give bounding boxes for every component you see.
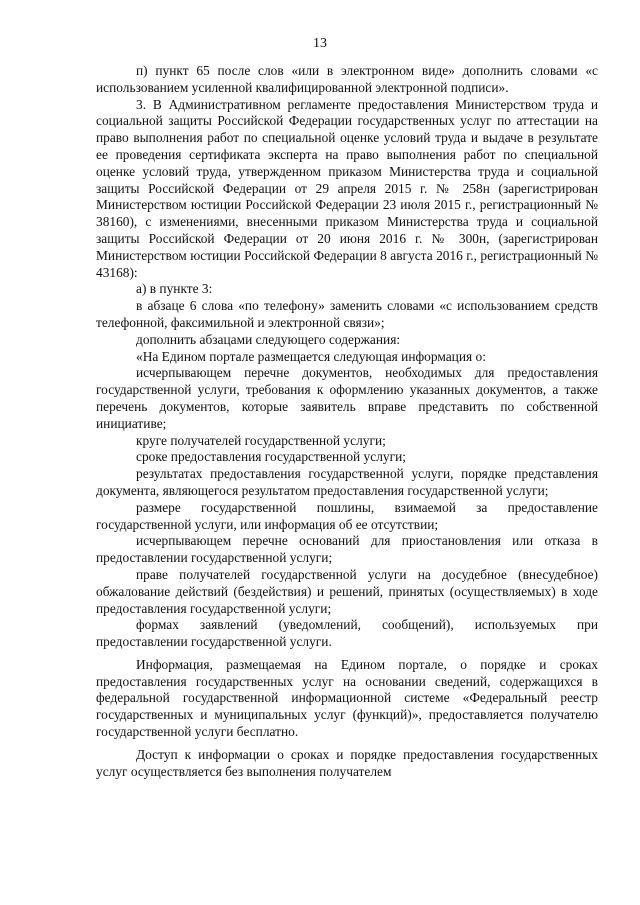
paragraph-recipients: круге получателей государственной услуги; — [136, 432, 386, 448]
paragraph-appeal-rights: праве получателей государственной услуги на досудебное (внесудебное) обжалование действий (бездействия) и решений, принятых (осуществляемых) в ходе предоставления государственной услуги; — [96, 566, 598, 616]
paragraph-add-abzacs: дополнить абзацами следующего содержания: — [136, 331, 401, 347]
page-number: 13 — [313, 36, 327, 51]
paragraph-portal-info-free: Информация, размещаемая на Едином портале, о порядке и сроках предоставления государственных услуг на основании сведений, содержащихся в федеральной государственной информационной системе «Федеральный реестр государственных и муниципальных услуг (функций)», предоставляется получателю государственной услуги бесплатно. — [96, 656, 598, 740]
paragraph-abzac-6: в абзаце 6 слова «по телефону» заменить словами «с использованием средств телефонной, факсимильной и электронной связи»; — [96, 298, 598, 330]
paragraph-documents-list: исчерпывающем перечне документов, необходимых для предоставления государственной услуги, требования к оформлению указанных документов, а также перечень документов, которые заявитель вправе представить по собственной инициативе; — [96, 365, 598, 431]
paragraph-grounds: исчерпывающем перечне оснований для приостановления или отказа в предоставлении государственной услуги; — [96, 533, 598, 566]
paragraph-subitem-a: а) в пункте 3: — [136, 281, 213, 297]
paragraph-forms: формах заявлений (уведомлений, сообщений), используемых при предоставлении государственной услуги. — [96, 617, 598, 650]
paragraph-access: Доступ к информации о сроках и порядке предоставления государственных услуг осуществляется без выполнения получателем — [96, 746, 598, 779]
paragraph-item-3: 3. В Административном регламенте предоставления Министерством труда и социальной защиты Российской Федерации государственных услуг по аттестации на право выполнения работ по специальной оценке условий труда и выдаче в результате ее проведения сертификата эксперта на право выполнения работ по специальной оценке условий труда, утвержденном приказом Министерства труда и социальной защиты Российской Федерации от 29 апреля 2015 г. № 258н (зарегистрирован Министерством юстиции Российской Федерации 23 июля 2015 г., регистрационный № 38160), с изменениями, внесенными приказом Министерства труда и социальной защиты Российской Федерации от 20 июня 2016 г. № 300н, (зарегистрирован Министерством юстиции Российской Федерации 8 августа 2016 г., регистрационный № 43168): — [96, 96, 598, 280]
paragraph-fee: размере государственной пошлины, взимаемой за предоставление государственной услуги, или информация об ее отсутствии; — [96, 499, 598, 532]
paragraph-results: результатах предоставления государственной услуги, порядке представления документа, являющегося результатом предоставления государственной услуги; — [96, 466, 598, 498]
paragraph-portal-info-intro: «На Едином портале размещается следующая информация о: — [136, 348, 486, 364]
paragraph-term: сроке предоставления государственной услуги; — [136, 449, 406, 465]
paragraph-amendment-p: п) пункт 65 после слов «или в электронном виде» дополнить словами «с использованием усиленной квалифицированной электронной подписи». — [96, 63, 598, 95]
document-body — [96, 63, 598, 780]
